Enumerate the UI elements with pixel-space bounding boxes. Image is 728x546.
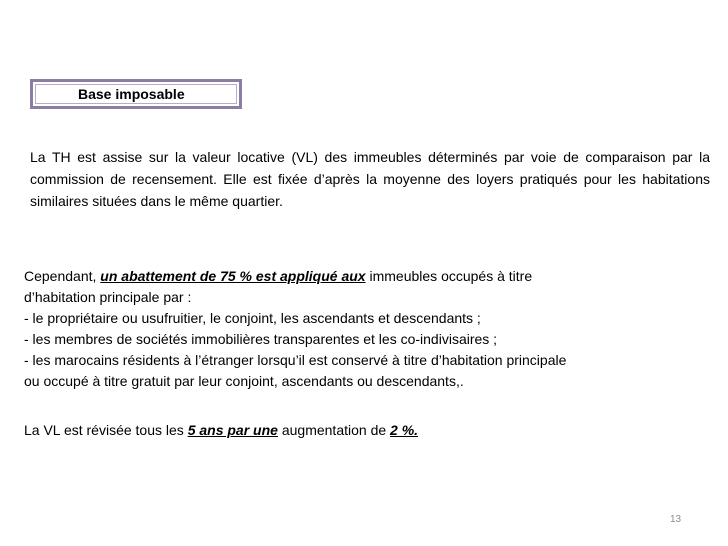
intro-paragraph: La TH est assise sur la valeur locative (VL) des immeubles déterminés par voie de comparaison par la commission de recensement. Elle est fixée d’après la moyenne des loyers pratiqués pour les habitations similaires situées dans le même quartier.: [30, 149, 710, 209]
exception-line-1: [24, 266, 714, 287]
section-title: Base imposable: [78, 86, 185, 102]
exception-emphasis: un abattement de 75 % est appliqué aux: [100, 268, 366, 284]
revision-prefix: La VL est révisée tous les: [24, 422, 188, 438]
exception-line-2: d’habitation principale par :: [24, 289, 192, 305]
exception-paragraph: [24, 266, 714, 392]
revision-paragraph: [24, 420, 714, 441]
page-number: 13: [670, 514, 682, 525]
revision-middle: augmentation de: [277, 422, 391, 438]
list-item: - les marocains résidents à l’étranger lorsqu’il est conservé à titre d’habitation principale: [24, 352, 567, 368]
list-item: - les membres de sociétés immobilières transparentes et les co-indivisaires ;: [24, 331, 498, 347]
section-title-box: [30, 79, 242, 109]
revision-emphasis-2: 2 %.: [390, 422, 419, 438]
exception-suffix: immeubles occupés à titre: [365, 268, 533, 284]
exception-prefix: Cependant,: [24, 268, 101, 284]
list-item: - le propriétaire ou usufruitier, le conjoint, les ascendants et descendants ;: [24, 310, 481, 326]
list-item: ou occupé à titre gratuit par leur conjoint, ascendants ou descendants,.: [24, 373, 464, 389]
revision-emphasis-1: 5 ans par une: [187, 422, 278, 438]
